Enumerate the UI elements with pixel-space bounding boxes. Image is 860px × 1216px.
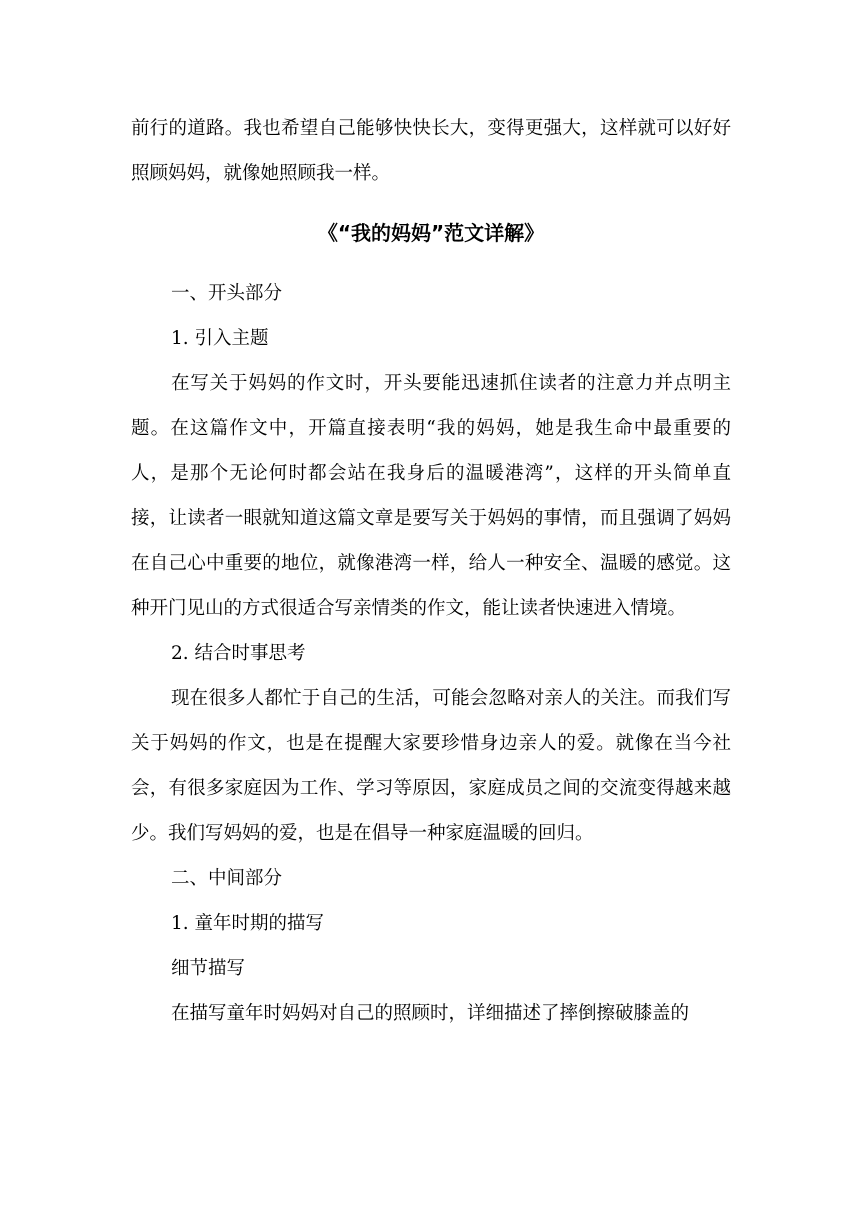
- subheading-detail-description: 细节描写: [171, 958, 246, 979]
- section-heading-middle: 二、中间部分: [171, 868, 283, 889]
- paragraph-detail-description: 在描写童年时妈妈对自己的照顾时，详细描述了摔倒擦破膝盖的: [171, 1003, 690, 1024]
- subheading-childhood: 1. 童年时期的描写: [171, 913, 325, 934]
- document-title: 《“我的妈妈”范文详解》: [317, 221, 545, 245]
- intro-paragraph: 前行的道路。我也希望自己能够快快长大，变得更强大，这样就可以好好照顾妈妈，就像她照顾我一样。: [131, 118, 731, 184]
- paragraph-introduce-theme: 在写关于妈妈的作文时，开头要能迅速抓住读者的注意力并点明主题。在这篇作文中，开篇直接表明“我的妈妈，她是我生命中最重要的人，是那个无论何时都会站在我身后的温暖港湾”，这样的开头简单直接，让读者一眼就知道这篇文章是要写关于妈妈的事情，而且强调了妈妈在自己心中重要的地位，就像港湾一样，给人一种安全、温暖的感觉。这种开门见山的方式很适合写亲情类的作文，能让读者快速进入情境。: [131, 373, 731, 619]
- section-heading-opening: 一、开头部分: [171, 283, 283, 304]
- document-body: [131, 106, 731, 1036]
- paragraph-current-events: 现在很多人都忙于自己的生活，可能会忽略对亲人的关注。而我们写关于妈妈的作文，也是在提醒大家要珍惜身边亲人的爱。就像在当今社会，有很多家庭因为工作、学习等原因，家庭成员之间的交流变得越来越少。我们写妈妈的爱，也是在倡导一种家庭温暖的回归。: [131, 688, 731, 844]
- subheading-introduce-theme: 1. 引入主题: [171, 328, 269, 349]
- subheading-current-events: 2. 结合时事思考: [171, 643, 306, 664]
